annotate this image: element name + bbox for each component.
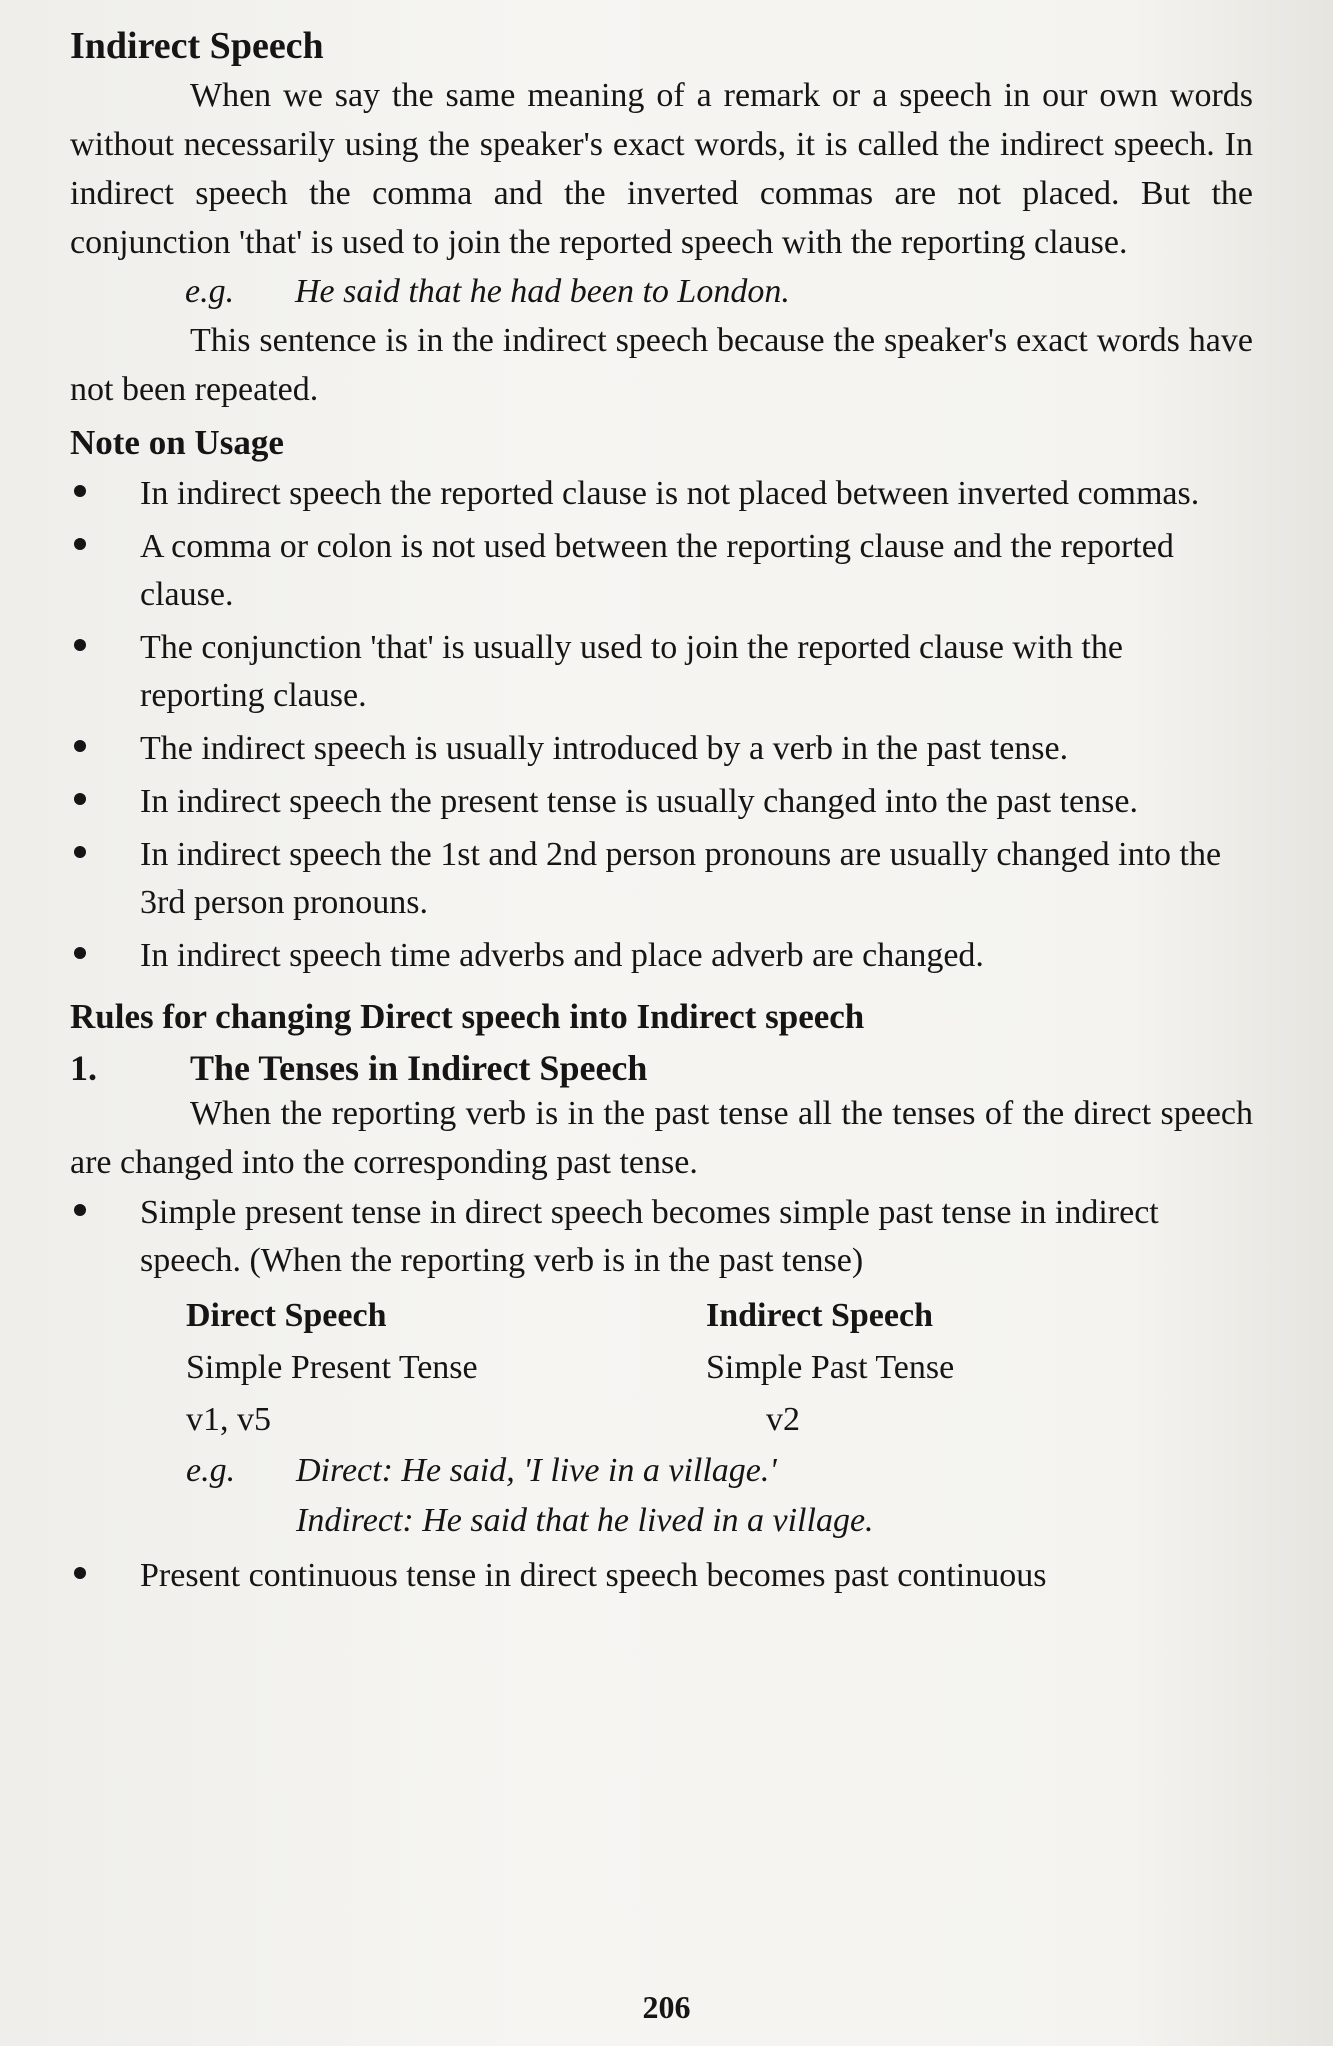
example-text: He said that he had been to London. xyxy=(295,273,790,311)
bullet-icon xyxy=(74,846,86,858)
page-title: Indirect Speech xyxy=(70,25,324,67)
example-indirect: Indirect: He said that he lived in a village. xyxy=(296,1502,874,1540)
section-1-list xyxy=(70,1189,1253,1285)
example-direct: Direct: He said, 'I live in a village.' xyxy=(296,1452,777,1490)
list-item-text: The indirect speech is usually introduced by a verb in the past tense. xyxy=(140,729,1069,767)
example-direct-row xyxy=(186,1446,1253,1496)
bullet-icon xyxy=(74,740,86,752)
direct-speech-header: Direct Speech xyxy=(186,1297,387,1335)
section-1-heading xyxy=(70,1047,1253,1089)
list-item xyxy=(70,624,1253,720)
list-item xyxy=(70,523,1253,619)
section-1-list-continued xyxy=(70,1552,1253,1600)
list-item xyxy=(70,470,1253,518)
tense-comparison-table xyxy=(186,1290,1253,1446)
list-item xyxy=(70,1552,1253,1600)
list-item xyxy=(70,932,1253,980)
list-item-text: Present continuous tense in direct speech becomes past continuous xyxy=(140,1557,1047,1595)
list-item xyxy=(70,1189,1253,1285)
list-item-text: In indirect speech the reported clause is not placed between inverted commas. xyxy=(140,474,1200,512)
page-number: 206 xyxy=(642,1989,691,2025)
bullet-icon xyxy=(74,538,86,550)
bullet-icon xyxy=(74,947,86,959)
note-on-usage-list xyxy=(70,470,1253,980)
list-item xyxy=(70,831,1253,927)
section-number: 1. xyxy=(70,1048,97,1089)
intro-paragraph: When we say the same meaning of a remark or a speech in our own words without necessarily using the speaker's exact words, it is called the indirect speech. In indirect speech the comma and the inverted commas are not placed. But the conjunction 'that' is used to join the reported speech with the reporting clause. xyxy=(70,77,1253,262)
direct-formula: v1, v5 xyxy=(186,1401,271,1439)
note-on-usage-heading: Note on Usage xyxy=(70,423,284,463)
list-item-text: In indirect speech time adverbs and place adverb are changed. xyxy=(140,936,984,974)
indirect-speech-header: Indirect Speech xyxy=(706,1297,933,1335)
bullet-icon xyxy=(74,793,86,805)
list-item-text: Simple present tense in direct speech becomes simple past tense in indirect speech. (When the reporting verb is in the past tense) xyxy=(140,1194,1159,1280)
bullet-icon xyxy=(74,1204,86,1216)
rules-heading: Rules for changing Direct speech into Indirect speech xyxy=(70,996,865,1036)
example-label: e.g. xyxy=(186,1452,236,1490)
list-item xyxy=(70,778,1253,826)
bullet-icon xyxy=(74,485,86,497)
direct-tense: Simple Present Tense xyxy=(186,1349,478,1387)
indirect-tense: Simple Past Tense xyxy=(706,1349,955,1387)
bullet-icon xyxy=(74,639,86,651)
section-1-intro: When the reporting verb is in the past tense all the tenses of the direct speech are changed into the corresponding past tense. xyxy=(70,1095,1253,1182)
bullet-icon xyxy=(74,1567,86,1579)
list-item-text: In indirect speech the present tense is usually changed into the past tense. xyxy=(140,782,1138,820)
list-item-text: The conjunction 'that' is usually used to join the reported clause with the reporting clause. xyxy=(140,628,1123,714)
intro-explanation: This sentence is in the indirect speech because the speaker's exact words have not been repeated. xyxy=(70,322,1253,409)
example-label: e.g. xyxy=(185,273,235,311)
tense-examples xyxy=(186,1446,1253,1546)
indirect-formula: v2 xyxy=(766,1401,800,1439)
list-item-text: In indirect speech the 1st and 2nd person pronouns are usually changed into the 3rd person pronouns. xyxy=(140,835,1222,921)
intro-example xyxy=(185,267,1253,316)
section-title: The Tenses in Indirect Speech xyxy=(190,1048,648,1089)
list-item-text: A comma or colon is not used between the reporting clause and the reported clause. xyxy=(140,527,1174,613)
list-item xyxy=(70,725,1253,773)
